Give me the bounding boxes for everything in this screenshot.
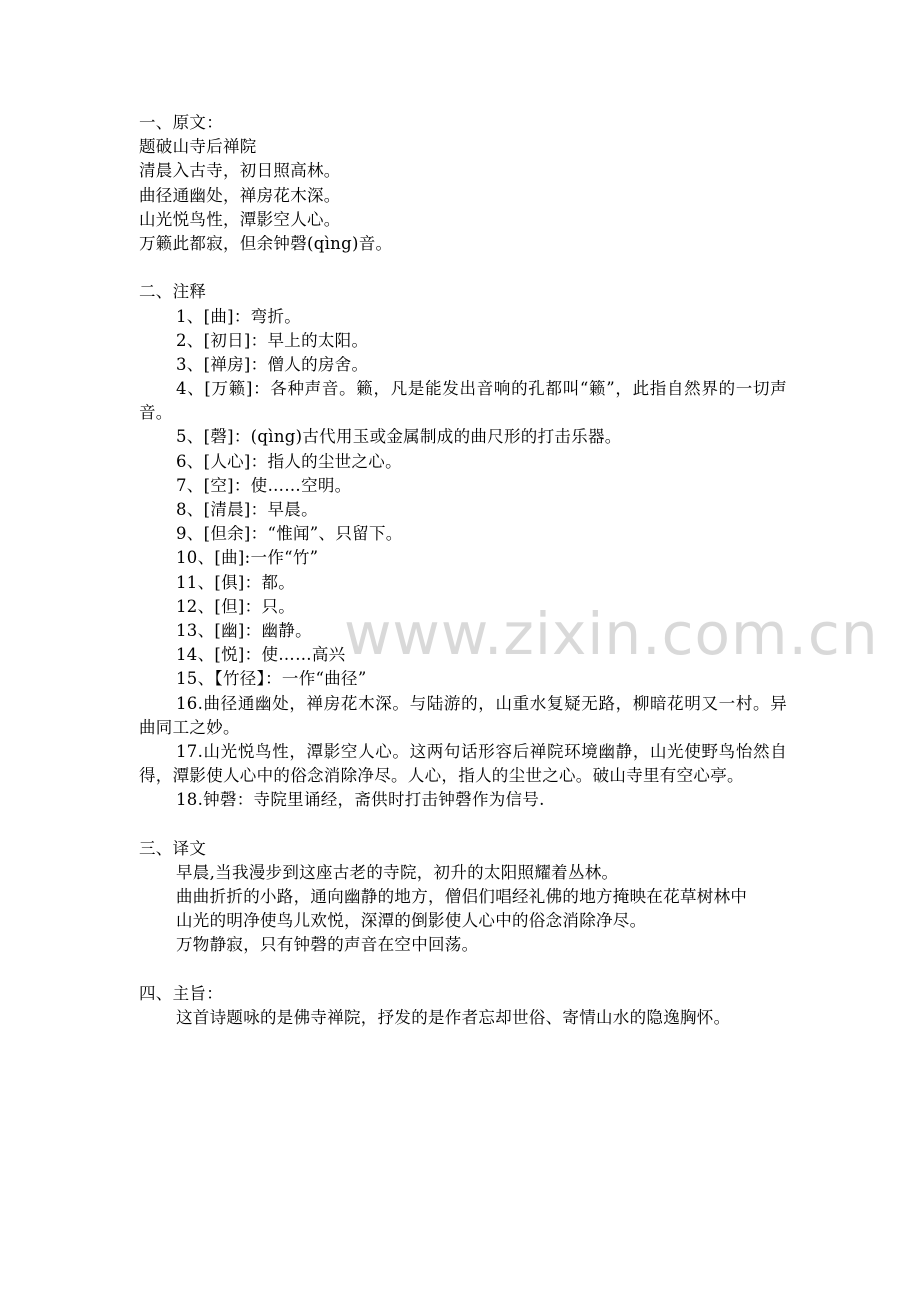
note-item: 15、【竹径】：一作“曲径”	[176, 669, 367, 689]
spacer	[139, 813, 787, 837]
translation-para: 万物静寂，只有钟磬的声音在空中回荡。	[176, 935, 479, 955]
poem-line: 曲径通幽处，禅房花木深。	[139, 185, 341, 205]
poem-line: 清晨入古寺，初日照高林。	[139, 161, 341, 181]
section-heading-theme: 四、主旨：	[139, 983, 223, 1003]
note-item: 12、[但]：只。	[176, 596, 296, 616]
section-heading-notes: 二、注释	[139, 282, 207, 302]
document-body	[139, 111, 787, 1030]
note-item: 2、[初日]：早上的太阳。	[176, 330, 369, 350]
note-item: 9、[但余]：“惟闻”、只留下。	[176, 524, 403, 544]
note-item: 6、[人心]：指人的尘世之心。	[176, 451, 402, 471]
section-heading-translation: 三、译文	[139, 838, 207, 858]
note-item: 4、[万籁]：各种声音。籁，凡是能发出音响的孔都叫“籁”，此指自然界的一切声音。	[139, 379, 787, 423]
spacer	[139, 958, 787, 982]
note-item: 18.钟磬：寺院里诵经，斋供时打击钟磬作为信号.	[176, 790, 545, 810]
note-item: 1、[曲]：弯折。	[176, 306, 302, 326]
translation-para: 早晨,当我漫步到这座古老的寺院，初升的太阳照耀着丛林。	[176, 862, 619, 882]
poem-title: 题破山寺后禅院	[139, 137, 257, 157]
note-item: 5、[磬]：(qìng)古代用玉或金属制成的曲尺形的打击乐器。	[176, 427, 622, 447]
poem-line: 万籁此都寂，但余钟磬(qìng)音。	[139, 233, 393, 253]
translation-para: 曲曲折折的小路，通向幽静的地方，僧侣们唱经礼佛的地方掩映在花草树林中	[176, 887, 748, 907]
note-item: 16.曲径通幽处，禅房花木深。与陆游的，山重水复疑无路，柳暗花明又一村。异曲同工之妙。	[139, 693, 787, 737]
note-item: 10、[曲]:一作“竹”	[176, 548, 319, 568]
note-item: 11、[俱]：都。	[176, 572, 296, 592]
section-heading-original: 一、原文：	[139, 113, 223, 132]
spacer	[139, 256, 787, 280]
poem-line: 山光悦鸟性，潭影空人心。	[139, 209, 341, 229]
note-item: 3、[禅房]：僧人的房舍。	[176, 354, 369, 374]
note-item: 7、[空]：使……空明。	[176, 475, 352, 495]
note-item: 17.山光悦鸟性，潭影空人心。这两句话形容后禅院环境幽静，山光使野鸟怡然自得，潭影使人心中的俗念消除净尽。人心，指人的尘世之心。破山寺里有空心亭。	[139, 741, 787, 786]
theme-text: 这首诗题咏的是佛寺禅院，抒发的是作者忘却世俗、寄情山水的隐逸胸怀。	[176, 1008, 731, 1028]
watermark: www.zixin.com.cn	[344, 600, 879, 668]
note-item: 13、[幽]：幽静。	[176, 620, 312, 640]
note-item: 8、[清晨]：早晨。	[176, 500, 318, 520]
translation-para: 山光的明净使鸟儿欢悦，深潭的倒影使人心中的俗念消除净尽。	[176, 911, 647, 931]
note-item: 14、[悦]：使……高兴	[176, 645, 346, 665]
